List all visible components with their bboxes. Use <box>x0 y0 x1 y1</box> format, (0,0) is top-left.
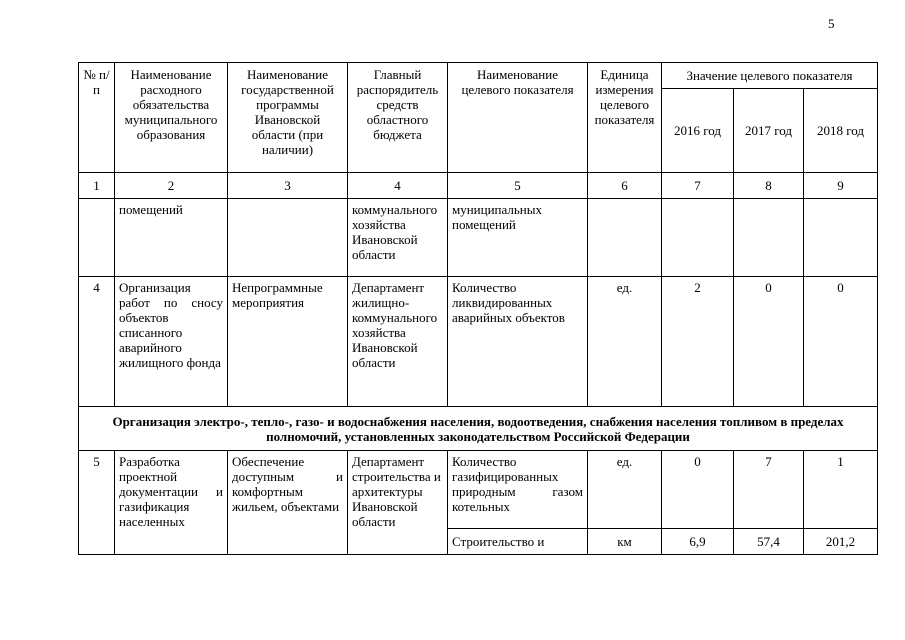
column-number: 1 <box>79 173 115 199</box>
row-unit <box>588 199 662 277</box>
header-year-2016: 2016 год <box>662 89 734 173</box>
header-value-group: Значение целевого показателя <box>662 63 878 89</box>
row-obligation: Разработка проектной документации и газификация населенных <box>115 451 228 555</box>
row-unit: ед. <box>588 277 662 407</box>
header-year-2017: 2017 год <box>734 89 804 173</box>
column-number: 9 <box>804 173 878 199</box>
row-indicator: муниципальных помещений <box>448 199 588 277</box>
row-value-2018: 0 <box>804 277 878 407</box>
row-number <box>79 199 115 277</box>
row-value-2017 <box>734 199 804 277</box>
column-number: 6 <box>588 173 662 199</box>
row-unit: ед. <box>588 451 662 529</box>
header-indicator: Наименование целевого показателя <box>448 63 588 173</box>
table-row <box>79 277 878 407</box>
row-value-2018: 201,2 <box>804 529 878 555</box>
header-row <box>79 63 878 89</box>
row-value-2016: 2 <box>662 277 734 407</box>
header-year-2018: 2018 год <box>804 89 878 173</box>
row-number: 4 <box>79 277 115 407</box>
header-number: № п/п <box>79 63 115 173</box>
page-number: 5 <box>828 16 835 31</box>
row-obligation: помещений <box>115 199 228 277</box>
table-row <box>79 199 878 277</box>
row-value-2017: 7 <box>734 451 804 529</box>
row-indicator: Количество ликвидированных аварийных объектов <box>448 277 588 407</box>
row-value-2018 <box>804 199 878 277</box>
row-unit: км <box>588 529 662 555</box>
row-value-2018: 1 <box>804 451 878 529</box>
target-indicators-table <box>78 62 878 555</box>
column-number: 7 <box>662 173 734 199</box>
row-value-2016: 0 <box>662 451 734 529</box>
column-number: 5 <box>448 173 588 199</box>
section-heading: Организация электро-, тепло-, газо- и водоснабжения населения, водоотведения, снабжения населения топливом в пределах полномочий, установленных законодательством Российской Федерации <box>79 407 878 451</box>
column-numbers-row <box>79 173 878 199</box>
row-number: 5 <box>79 451 115 555</box>
row-administrator: Департамент строительства и архитектуры Ивановской области <box>348 451 448 555</box>
column-number: 2 <box>115 173 228 199</box>
row-value-2016: 6,9 <box>662 529 734 555</box>
row-program: Обеспечение доступным и комфортным жильем, объектами <box>228 451 348 555</box>
row-indicator: Количество газифицированных природным газом котельных <box>448 451 588 529</box>
row-administrator: Департамент жилищно-коммунального хозяйства Ивановской области <box>348 277 448 407</box>
row-obligation: Организация работ по сносу объектов списанного аварийного жилищного фонда <box>115 277 228 407</box>
table-row <box>79 451 878 529</box>
row-administrator: коммунального хозяйства Ивановской области <box>348 199 448 277</box>
row-indicator: Строительство и <box>448 529 588 555</box>
header-obligation: Наименование расходного обязательства муниципального образования <box>115 63 228 173</box>
row-value-2017: 0 <box>734 277 804 407</box>
section-heading-row <box>79 407 878 451</box>
column-number: 3 <box>228 173 348 199</box>
column-number: 8 <box>734 173 804 199</box>
header-unit: Единица измерения целевого показателя <box>588 63 662 173</box>
header-program: Наименование государственной программы Ивановской области (при наличии) <box>228 63 348 173</box>
row-program: Непрограммные мероприятия <box>228 277 348 407</box>
header-administrator: Главный распорядитель средств областного бюджета <box>348 63 448 173</box>
row-value-2016 <box>662 199 734 277</box>
column-number: 4 <box>348 173 448 199</box>
row-value-2017: 57,4 <box>734 529 804 555</box>
row-program <box>228 199 348 277</box>
